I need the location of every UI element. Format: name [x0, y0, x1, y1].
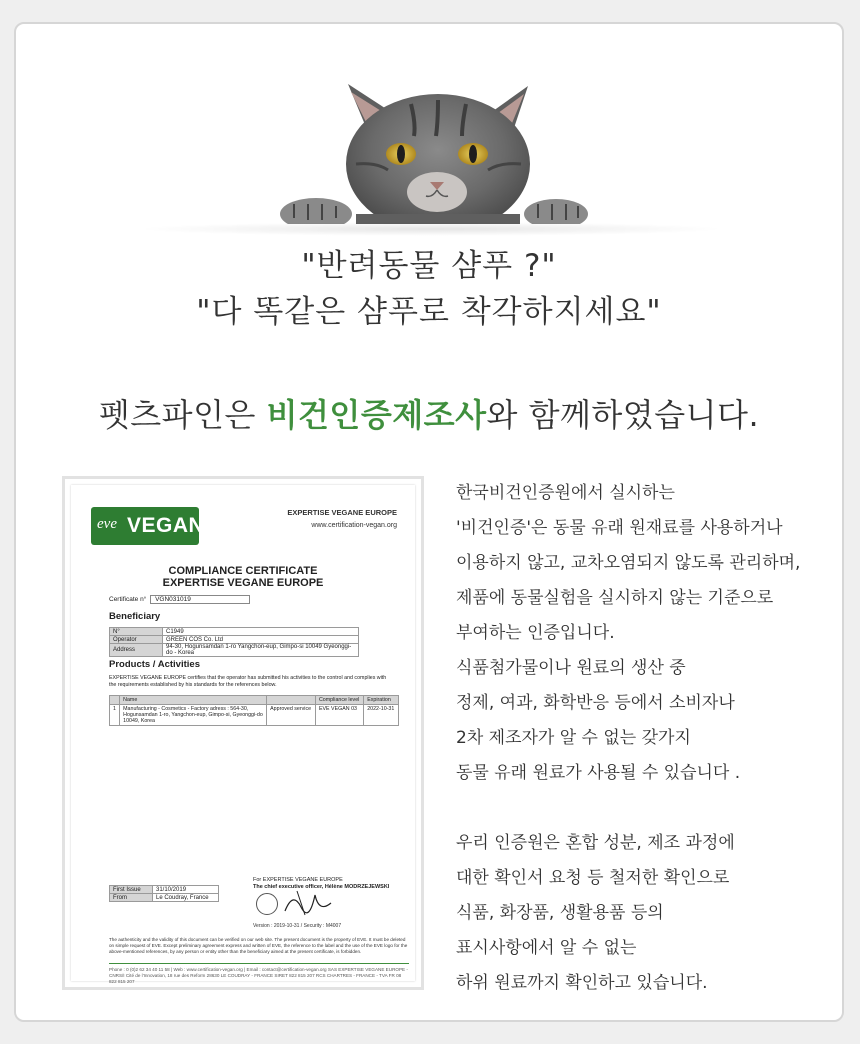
- description-line: 제품에 동물실험을 실시하지 않는 기준으로: [456, 588, 774, 608]
- certificate-subtitle: EXPERTISE VEGANE EUROPE: [162, 577, 324, 589]
- activities-text: EXPERTISE VEGANE EUROPE certifies that the operator has submitted his activities to the control and complies with the requirements established by his standards for the references below.: [109, 675, 387, 688]
- tagline-prefix: 펫츠파인은: [98, 396, 267, 434]
- beneficiary-heading: Beneficiary: [109, 611, 161, 622]
- description-line: 식품, 화장품, 생활용품 등의: [456, 903, 664, 923]
- table-cell: Address: [110, 644, 163, 657]
- footer-divider: [109, 963, 409, 964]
- description-line: 2차 제조자가 알 수 없는 갖가지: [456, 728, 691, 748]
- tagline: [16, 390, 842, 436]
- certificate-title-block: [71, 565, 415, 589]
- logo-eve-text: eve: [97, 516, 117, 532]
- signature-icon: [283, 887, 333, 917]
- table-header: Expiration: [364, 696, 399, 705]
- certificate-number: [109, 595, 250, 604]
- table-header: Compliance level: [315, 696, 363, 705]
- table-row: [110, 705, 399, 726]
- table-cell: Operator: [110, 636, 163, 644]
- table-header-row: [110, 696, 399, 705]
- issuer-block: [287, 507, 397, 532]
- description-line: 한국비건인증원에서 실시하는: [456, 483, 675, 503]
- table-cell: Approved service: [267, 705, 316, 726]
- signer-line-2: The chief executive officer, Hélène MODRZEJEWSKI: [253, 884, 390, 890]
- certificate-number-value: VGN031019: [150, 595, 250, 604]
- cat-illustration: [16, 24, 844, 244]
- certificate-document: [71, 485, 415, 984]
- table-row: [110, 636, 359, 644]
- activities-heading: Products / Activities: [109, 659, 200, 670]
- tagline-highlight: 비건인증제조사: [266, 396, 487, 434]
- table-header: [110, 696, 120, 705]
- description-line: 식품첨가물이나 원료의 생산 중: [456, 658, 686, 678]
- table-cell: From: [110, 894, 153, 902]
- table-row: [110, 628, 359, 636]
- description-line: 우리 인증원은 혼합 성분, 제조 과정에: [456, 833, 735, 853]
- seal-icon: [256, 893, 278, 915]
- vegan-description: [456, 476, 836, 1001]
- cat-image: [16, 24, 842, 244]
- certificate-title: COMPLIANCE CERTIFICATE: [168, 565, 318, 577]
- table-cell: First Issue: [110, 886, 153, 894]
- table-cell: C1949: [163, 628, 359, 636]
- headline-line-1: "반려동물 샴푸 ?": [301, 248, 557, 284]
- table-cell: 31/10/2019: [153, 886, 219, 894]
- table-cell: GREEN COS Co. Ltd: [163, 636, 359, 644]
- issue-table: [109, 885, 219, 902]
- description-line: 부여하는 인증입니다.: [456, 623, 615, 643]
- tagline-suffix: 와 함께하였습니다.: [486, 396, 760, 434]
- headline-line-2: "다 똑같은 샴푸로 착각하지세요": [196, 294, 662, 330]
- certificate-image: [62, 476, 424, 990]
- cat-shadow: [136, 222, 726, 236]
- table-header: Name: [120, 696, 267, 705]
- issuer-url: www.certification-vegan.org: [311, 522, 397, 529]
- table-header: [267, 696, 316, 705]
- beneficiary-table: [109, 627, 359, 657]
- logo-vegan-text: VEGAN: [127, 514, 205, 537]
- description-line: 동물 유래 원료가 사용될 수 있습니다 .: [456, 763, 741, 783]
- certificate-footer: Phone : 0 (0)2 62 34 40 11 58 | Web : www.certification-vegan.org | Email : contact@certification-vegan.org SAS EXPERTISE VEGANE EUROPE - CNRS/I Cité de l'Innovation, 18 rue des Reform 28630 LE COUDRAY - FRANCE SIRET 822 815 207 RCS CHARTRES - FRANCE - TVA FR 08 822 815 207: [109, 967, 408, 984]
- version-text: Version : 2019-10-31 / Security : M4007: [253, 923, 342, 929]
- description-line: 표시사항에서 알 수 없는: [456, 938, 637, 958]
- table-cell: Le Coudray, France: [153, 894, 219, 902]
- content-card: [14, 22, 844, 1022]
- fine-print: The authenticity and the validity of this document can be verified on our web site. The present document is the property of EVE. It must be deleted on simple request of EVE. Except preliminary agreement express and written of EVE, the reference to the label and the use of the EVE logo for the above-mentioned references, by any person or entity other than the beneficiary aimed at the present certificate, is forbidden.: [109, 937, 408, 954]
- table-row: [110, 886, 219, 894]
- table-cell: EVE VEGAN 03: [315, 705, 363, 726]
- paragraph-gap: [456, 791, 836, 826]
- description-line: 대한 확인서 요청 등 철저한 확인으로: [456, 868, 730, 888]
- table-cell: N°: [110, 628, 163, 636]
- signer-line-1: For EXPERTISE VEGANE EUROPE: [253, 877, 343, 883]
- issuer-name: EXPERTISE VEGANE EUROPE: [287, 508, 397, 517]
- description-line: '비건인증'은 동물 유래 원재료를 사용하거나: [456, 518, 783, 538]
- description-line: 정제, 여과, 화학반응 등에서 소비자나: [456, 693, 735, 713]
- table-row: [110, 894, 219, 902]
- description-line: 이용하지 않고, 교차오염되지 않도록 관리하며,: [456, 553, 801, 573]
- table-cell: 2022-10-31: [364, 705, 399, 726]
- table-cell: Manufacturing - Cosmetics - Factory adress : 564-30, Hogunsamdan 1-ro, Yangchon-eup, Gimpo-si, Gyeonggi-do 10049, Korea: [120, 705, 267, 726]
- table-cell: 94-30, Hogunsamdan 1-ro Yangchon-eup, Gimpo-si 10049 Gyeonggi-do - Korea: [163, 644, 359, 657]
- eve-vegan-logo: [91, 507, 205, 545]
- table-cell: 1: [110, 705, 120, 726]
- description-line: 하위 원료까지 확인하고 있습니다.: [456, 973, 708, 993]
- certificate-number-label: Certificate n°: [109, 596, 147, 603]
- activities-table: [109, 695, 399, 726]
- table-row: [110, 644, 359, 657]
